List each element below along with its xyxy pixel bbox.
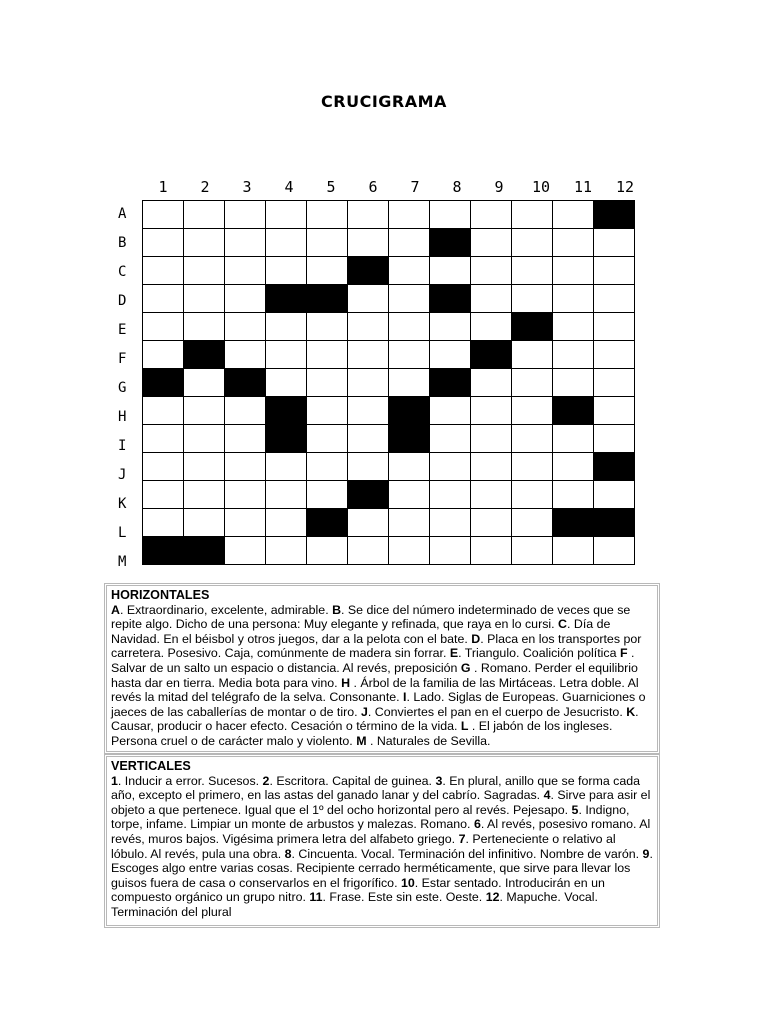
- grid-row: [143, 481, 635, 509]
- white-cell[interactable]: [594, 257, 635, 285]
- column-label: 3: [242, 178, 252, 196]
- white-cell[interactable]: [471, 257, 512, 285]
- white-cell[interactable]: [266, 313, 307, 341]
- clue-key: 6: [473, 817, 481, 832]
- white-cell[interactable]: [307, 425, 348, 453]
- clue-key: F: [619, 646, 628, 661]
- white-cell[interactable]: [225, 453, 266, 481]
- row-label: B: [118, 235, 127, 251]
- vertical-clues-heading: VERTICALES: [111, 759, 191, 773]
- white-cell[interactable]: [512, 285, 553, 313]
- white-cell[interactable]: [143, 285, 184, 313]
- white-cell[interactable]: [512, 369, 553, 397]
- white-cell[interactable]: [225, 257, 266, 285]
- white-cell[interactable]: [471, 201, 512, 229]
- white-cell[interactable]: [389, 313, 430, 341]
- white-cell[interactable]: [348, 201, 389, 229]
- clue-key: J: [361, 704, 368, 719]
- clue-text: . Extraordinario, excelente, admirable.: [119, 602, 333, 617]
- white-cell[interactable]: [471, 229, 512, 257]
- white-cell[interactable]: [553, 425, 594, 453]
- black-cell: [266, 285, 307, 313]
- grid-row: [143, 397, 635, 425]
- white-cell[interactable]: [225, 229, 266, 257]
- clue-key: A: [111, 602, 120, 617]
- clue-key: D: [471, 631, 481, 646]
- white-cell[interactable]: [143, 201, 184, 229]
- white-cell[interactable]: [512, 397, 553, 425]
- clue-text: . Inducir a error. Sucesos.: [117, 773, 263, 788]
- white-cell[interactable]: [553, 341, 594, 369]
- row-label: M: [118, 554, 127, 570]
- white-cell[interactable]: [430, 313, 471, 341]
- column-label: 7: [410, 178, 420, 196]
- white-cell[interactable]: [389, 509, 430, 537]
- row-label: D: [118, 293, 127, 309]
- white-cell[interactable]: [184, 229, 225, 257]
- clue-key: L: [460, 719, 469, 734]
- clue-text: . Indigno, torpe, infame. Limpiar un monte de arbustos y malezas. Romano.: [111, 802, 630, 832]
- column-label: 10: [531, 178, 551, 196]
- white-cell[interactable]: [348, 453, 389, 481]
- white-cell[interactable]: [471, 313, 512, 341]
- row-label: F: [118, 351, 127, 367]
- white-cell[interactable]: [266, 369, 307, 397]
- white-cell[interactable]: [389, 481, 430, 509]
- white-cell[interactable]: [594, 313, 635, 341]
- white-cell[interactable]: [184, 369, 225, 397]
- white-cell[interactable]: [348, 509, 389, 537]
- white-cell[interactable]: [553, 285, 594, 313]
- white-cell[interactable]: [307, 481, 348, 509]
- clue-text: . Cincuenta. Vocal. Terminación del infinitivo. Nombre de varón.: [291, 846, 643, 861]
- white-cell[interactable]: [471, 509, 512, 537]
- clue-text: . En plural, anillo que se forma cada año, excepto el primero, en las astas del ganado lanar y del cabrío. Sagradas.: [111, 773, 641, 803]
- clue-key: H: [341, 675, 351, 690]
- white-cell[interactable]: [184, 201, 225, 229]
- clue-text: . Triangulo. Coalición política: [458, 646, 620, 661]
- white-cell[interactable]: [553, 257, 594, 285]
- black-cell: [430, 285, 471, 313]
- white-cell[interactable]: [225, 509, 266, 537]
- grid-row: [143, 257, 635, 285]
- white-cell[interactable]: [348, 341, 389, 369]
- white-cell[interactable]: [471, 453, 512, 481]
- clue-text: . Placa en los transportes por carretera. Posesivo. Caja, comúnmente de madera sin forrar.: [111, 631, 642, 661]
- white-cell[interactable]: [471, 537, 512, 565]
- clue-key: E: [449, 646, 459, 661]
- white-cell[interactable]: [184, 481, 225, 509]
- white-cell[interactable]: [512, 201, 553, 229]
- white-cell[interactable]: [184, 453, 225, 481]
- white-cell[interactable]: [389, 453, 430, 481]
- clue-key: 5: [571, 802, 579, 817]
- white-cell[interactable]: [430, 509, 471, 537]
- white-cell[interactable]: [594, 397, 635, 425]
- white-cell[interactable]: [225, 537, 266, 565]
- white-cell[interactable]: [143, 257, 184, 285]
- clue-text: . El jabón de los ingleses. Persona cruel o de carácter malo y violento.: [111, 719, 613, 748]
- white-cell[interactable]: [553, 453, 594, 481]
- row-label: I: [118, 438, 127, 454]
- white-cell[interactable]: [430, 201, 471, 229]
- white-cell[interactable]: [143, 341, 184, 369]
- column-label: 8: [452, 178, 462, 196]
- grid-row: [143, 509, 635, 537]
- white-cell[interactable]: [553, 313, 594, 341]
- clue-key: 10: [400, 875, 415, 890]
- white-cell[interactable]: [553, 537, 594, 565]
- white-cell[interactable]: [348, 397, 389, 425]
- white-cell[interactable]: [389, 201, 430, 229]
- clue-text: . Al revés, posesivo romano. Al revés, muros bajos. Vigésima primera letra del alfabeto griego.: [111, 817, 651, 846]
- clue-key: 4: [543, 788, 551, 803]
- white-cell[interactable]: [430, 425, 471, 453]
- clue-text: . Árbol de la familia de las Mirtáceas. Letra doble. Al revés la mitad del telégrafo de la selva. Consonante.: [111, 675, 639, 705]
- white-cell[interactable]: [430, 341, 471, 369]
- black-cell: [430, 369, 471, 397]
- row-label: H: [118, 409, 127, 425]
- clue-text: . Causar, producir o hacer efecto. Cesación o término de la vida.: [111, 704, 639, 734]
- clue-key: K: [626, 704, 636, 719]
- column-label: 5: [326, 178, 336, 196]
- clue-text: . Se dice del número indeterminado de veces que se repite algo. Dicho de una persona: Muy elegante y refinada, que raya en lo cursi.: [111, 602, 631, 632]
- white-cell[interactable]: [553, 201, 594, 229]
- black-cell: [266, 397, 307, 425]
- black-cell: [389, 425, 430, 453]
- white-cell[interactable]: [307, 453, 348, 481]
- white-cell[interactable]: [594, 425, 635, 453]
- white-cell[interactable]: [225, 313, 266, 341]
- white-cell[interactable]: [348, 425, 389, 453]
- white-cell[interactable]: [307, 537, 348, 565]
- white-cell[interactable]: [266, 257, 307, 285]
- clue-text: . Frase. Este sin este. Oeste.: [322, 890, 486, 905]
- clue-key: 8: [284, 846, 292, 861]
- white-cell[interactable]: [184, 285, 225, 313]
- grid-row: [143, 369, 635, 397]
- white-cell[interactable]: [143, 425, 184, 453]
- white-cell[interactable]: [471, 285, 512, 313]
- clue-text: . Escritora. Capital de guinea.: [269, 773, 436, 788]
- column-label: 12: [615, 178, 635, 196]
- white-cell[interactable]: [594, 481, 635, 509]
- clue-key: 12: [485, 890, 500, 905]
- clue-text: . Perteneciente o relativo al lóbulo. Al revés, pula una obra.: [111, 831, 616, 861]
- clue-text: . Lado. Siglas de Europeas. Guarniciones o jaeces de las caballerías de montar o de tiro.: [111, 690, 646, 719]
- clue-text: . Romano. Perder el equilibrio hasta dar en tierra. Media bota para vino.: [111, 660, 638, 690]
- clue-key: 11: [309, 890, 323, 905]
- column-label: 4: [284, 178, 294, 196]
- clue-text: . Salvar de un salto un espacio o distancia. Al revés, preposición: [111, 646, 635, 675]
- white-cell[interactable]: [512, 425, 553, 453]
- grid-row: [143, 537, 635, 565]
- white-cell[interactable]: [184, 509, 225, 537]
- white-cell[interactable]: [225, 341, 266, 369]
- row-label: K: [118, 496, 127, 512]
- white-cell[interactable]: [389, 341, 430, 369]
- black-cell: [594, 509, 635, 537]
- clue-key: 3: [435, 773, 443, 788]
- white-cell[interactable]: [143, 313, 184, 341]
- white-cell[interactable]: [512, 229, 553, 257]
- white-cell[interactable]: [471, 397, 512, 425]
- black-cell: [348, 481, 389, 509]
- clue-text: . Día de Navidad. En el béisbol y otros juegos, dar a la pelota con el bate.: [111, 617, 611, 646]
- white-cell[interactable]: [348, 285, 389, 313]
- clue-key: C: [558, 617, 567, 632]
- column-labels: [142, 178, 646, 198]
- grid-row: [143, 313, 635, 341]
- grid-row: [143, 341, 635, 369]
- white-cell[interactable]: [266, 201, 307, 229]
- column-label: 6: [368, 178, 378, 196]
- white-cell[interactable]: [553, 229, 594, 257]
- white-cell[interactable]: [266, 341, 307, 369]
- white-cell[interactable]: [512, 481, 553, 509]
- row-label: J: [118, 467, 127, 483]
- grid-row: [143, 425, 635, 453]
- row-labels: [112, 200, 142, 577]
- white-cell[interactable]: [471, 369, 512, 397]
- white-cell[interactable]: [266, 481, 307, 509]
- white-cell[interactable]: [143, 229, 184, 257]
- white-cell[interactable]: [512, 257, 553, 285]
- white-cell[interactable]: [143, 509, 184, 537]
- white-cell[interactable]: [389, 257, 430, 285]
- white-cell[interactable]: [266, 509, 307, 537]
- black-cell: [430, 229, 471, 257]
- white-cell[interactable]: [184, 257, 225, 285]
- white-cell[interactable]: [184, 313, 225, 341]
- white-cell[interactable]: [594, 537, 635, 565]
- black-cell: [225, 369, 266, 397]
- white-cell[interactable]: [225, 425, 266, 453]
- white-cell[interactable]: [225, 285, 266, 313]
- black-cell: [307, 509, 348, 537]
- horizontal-clues-box: [104, 583, 660, 754]
- white-cell[interactable]: [266, 537, 307, 565]
- white-cell[interactable]: [307, 201, 348, 229]
- white-cell[interactable]: [512, 537, 553, 565]
- black-cell: [512, 313, 553, 341]
- white-cell[interactable]: [348, 313, 389, 341]
- white-cell[interactable]: [389, 369, 430, 397]
- white-cell[interactable]: [389, 537, 430, 565]
- white-cell[interactable]: [553, 481, 594, 509]
- clue-key: I: [403, 690, 407, 705]
- row-label: E: [118, 322, 127, 338]
- white-cell[interactable]: [225, 201, 266, 229]
- white-cell[interactable]: [430, 537, 471, 565]
- white-cell[interactable]: [307, 341, 348, 369]
- column-label: 1: [158, 178, 168, 196]
- white-cell[interactable]: [471, 481, 512, 509]
- white-cell[interactable]: [389, 229, 430, 257]
- white-cell[interactable]: [594, 285, 635, 313]
- white-cell[interactable]: [266, 453, 307, 481]
- white-cell[interactable]: [225, 397, 266, 425]
- grid-row: [143, 201, 635, 229]
- black-cell: [389, 397, 430, 425]
- white-cell[interactable]: [430, 257, 471, 285]
- white-cell[interactable]: [143, 397, 184, 425]
- horizontal-clues-text: [111, 603, 653, 749]
- white-cell[interactable]: [512, 509, 553, 537]
- white-cell[interactable]: [430, 453, 471, 481]
- black-cell: [143, 369, 184, 397]
- clue-key: 7: [458, 831, 466, 846]
- black-cell: [143, 537, 184, 565]
- white-cell[interactable]: [266, 229, 307, 257]
- clue-key: 2: [262, 773, 270, 788]
- white-cell[interactable]: [348, 369, 389, 397]
- black-cell: [266, 425, 307, 453]
- column-label: 11: [573, 178, 593, 196]
- page-title: CRUCIGRAMA: [321, 92, 447, 111]
- horizontal-clues-heading: HORIZONTALES: [111, 588, 210, 602]
- white-cell[interactable]: [307, 313, 348, 341]
- row-label: L: [118, 525, 127, 541]
- grid-row: [143, 285, 635, 313]
- black-cell: [553, 509, 594, 537]
- white-cell[interactable]: [471, 425, 512, 453]
- white-cell[interactable]: [512, 453, 553, 481]
- white-cell[interactable]: [512, 341, 553, 369]
- column-label: 9: [494, 178, 504, 196]
- black-cell: [184, 341, 225, 369]
- white-cell[interactable]: [348, 537, 389, 565]
- white-cell[interactable]: [143, 481, 184, 509]
- clue-key: 9: [642, 846, 650, 861]
- black-cell: [184, 537, 225, 565]
- white-cell[interactable]: [594, 369, 635, 397]
- clue-key: 1: [111, 773, 118, 788]
- white-cell[interactable]: [594, 341, 635, 369]
- white-cell[interactable]: [307, 229, 348, 257]
- clue-text: . Estar sentado. Introducirán en un compuesto orgánico un grupo nitro.: [111, 875, 605, 905]
- white-cell[interactable]: [307, 257, 348, 285]
- white-cell[interactable]: [430, 397, 471, 425]
- clue-text: . Mapuche. Vocal. Terminación del plural: [111, 890, 598, 919]
- clue-text: . Conviertes el pan en el cuerpo de Jesucristo.: [367, 704, 627, 719]
- white-cell[interactable]: [348, 229, 389, 257]
- row-label: G: [118, 380, 127, 396]
- white-cell[interactable]: [143, 453, 184, 481]
- clue-key: G: [460, 660, 471, 675]
- white-cell[interactable]: [430, 481, 471, 509]
- row-label: A: [118, 206, 127, 222]
- white-cell[interactable]: [184, 425, 225, 453]
- clue-text: . Escoges algo entre varias cosas. Recipiente cerrado herméticamente, que sirve para llevar los guisos fuera de casa o conservarlos en el frigorífico.: [111, 846, 653, 890]
- clue-text: . Sirve para asir el objeto a que pertenece. Igual que el 1º del ocho horizontal pero al revés. Pejesapo.: [111, 788, 651, 817]
- vertical-clues-text: [111, 774, 653, 920]
- white-cell[interactable]: [553, 369, 594, 397]
- white-cell[interactable]: [225, 481, 266, 509]
- white-cell[interactable]: [594, 229, 635, 257]
- black-cell: [471, 341, 512, 369]
- black-cell: [594, 201, 635, 229]
- white-cell[interactable]: [307, 397, 348, 425]
- white-cell[interactable]: [307, 369, 348, 397]
- black-cell: [307, 285, 348, 313]
- clue-key: B: [332, 602, 342, 617]
- clue-text: . Naturales de Sevilla.: [366, 733, 491, 748]
- black-cell: [348, 257, 389, 285]
- white-cell[interactable]: [389, 285, 430, 313]
- column-label: 2: [200, 178, 210, 196]
- black-cell: [553, 397, 594, 425]
- row-label: C: [118, 264, 127, 280]
- vertical-clues-box: [104, 754, 660, 928]
- clue-key: M: [356, 733, 367, 748]
- grid-row: [143, 229, 635, 257]
- white-cell[interactable]: [184, 397, 225, 425]
- grid-row: [143, 453, 635, 481]
- black-cell: [594, 453, 635, 481]
- crossword-grid: [142, 200, 635, 565]
